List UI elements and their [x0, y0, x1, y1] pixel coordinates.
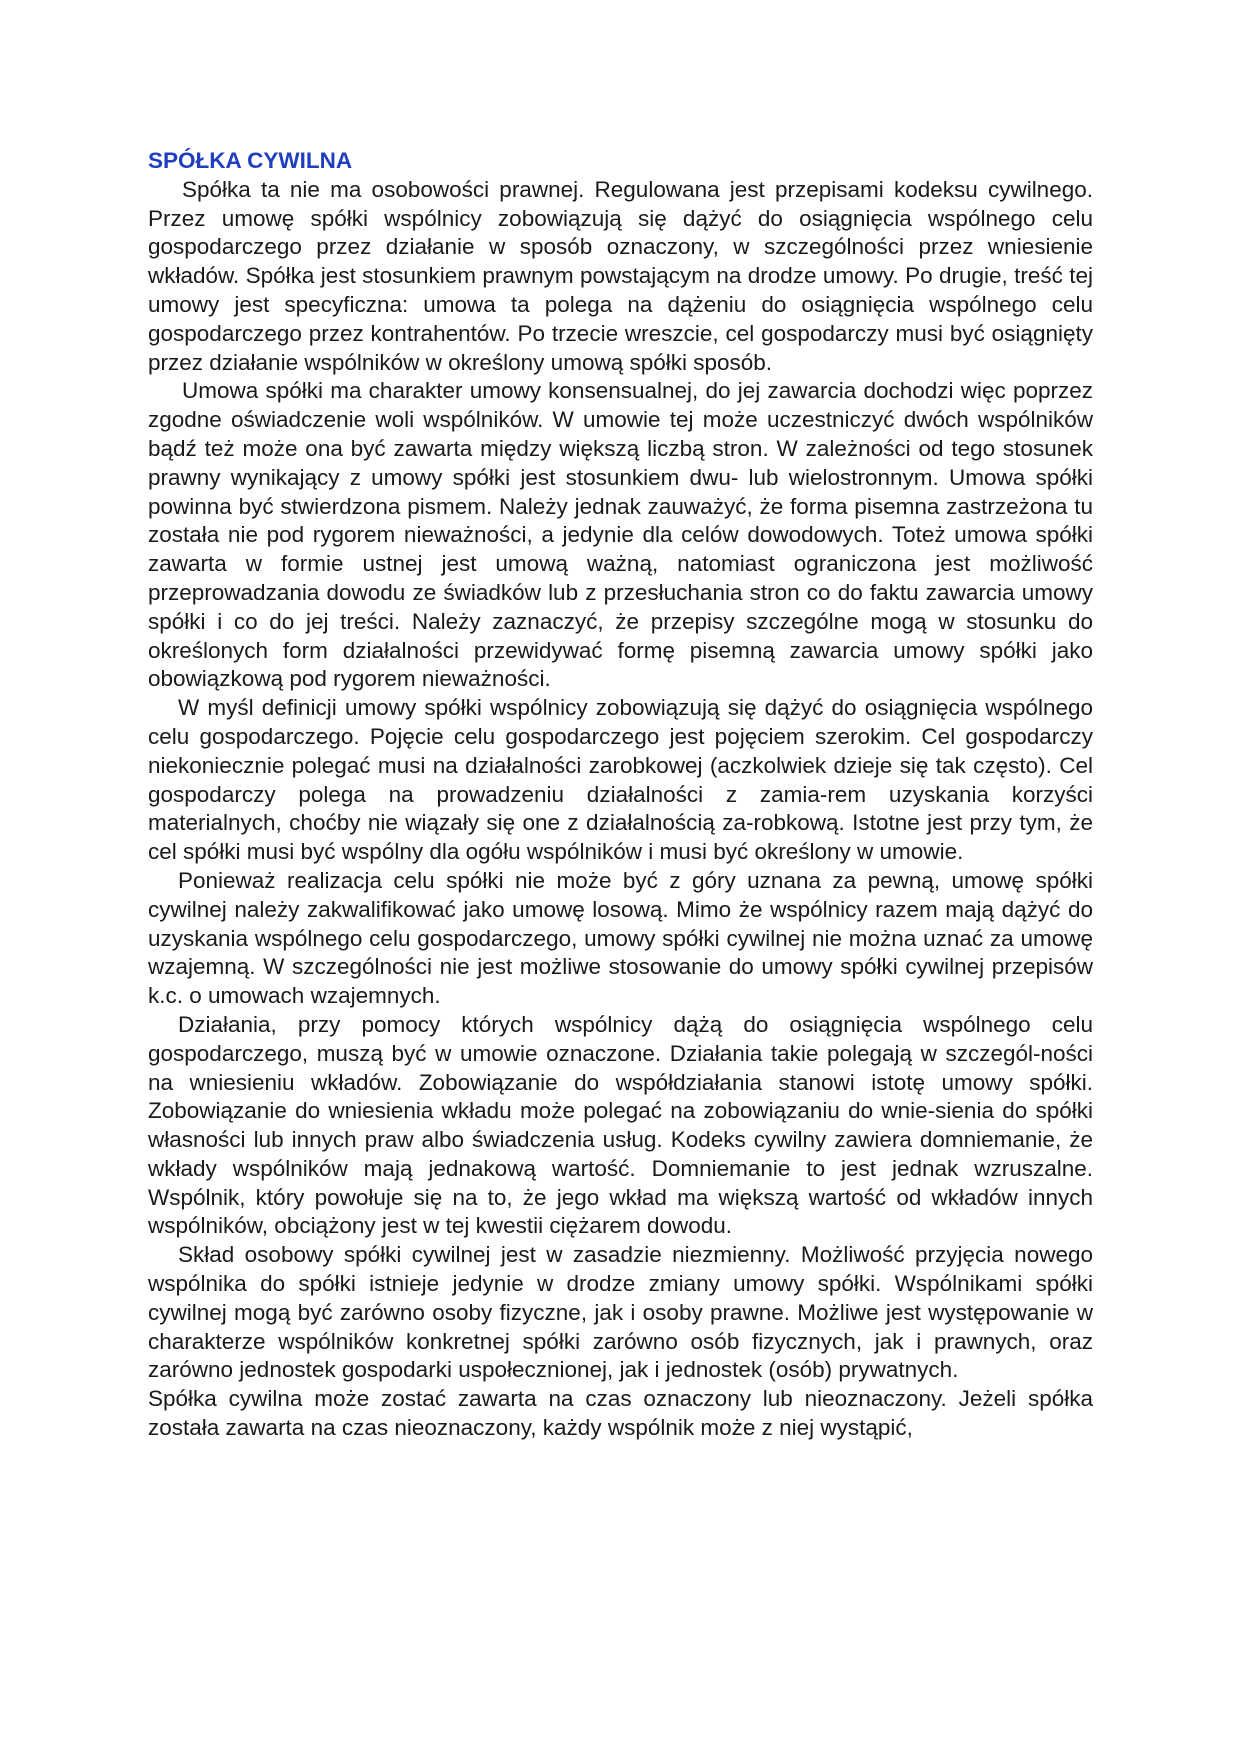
paragraph-5: Działania, przy pomocy których wspólnicy dążą do osiągnięcia wspólnego celu gospodarczego, muszą być w umowie oznaczone. Działania takie polegają w szczegól-ności na wniesieniu wkładów. Zobowiązanie do współdziałania stanowi istotę umowy spółki. Zobowiązanie do wniesienia wkładu może polegać na zobowiązaniu do wnie-sienia do spółki własności lub innych praw albo świadczenia usług. Kodeks cywilny zawiera domniemanie, że wkłady wspólników mają jednakową wartość. Domniemanie to jest jednak wzruszalne. Wspólnik, który powołuje się na to, że jego wkład ma większą wartość od wkładów innych wspólników, obciążony jest w tej kwestii ciężarem dowodu. — [148, 1011, 1093, 1239]
paragraph-7: Spółka cywilna może zostać zawarta na czas oznaczony lub nieoznaczony. Jeżeli spółka została zawarta na czas nieoznaczony, każdy wspólnik może z niej wystąpić, — [148, 1386, 1093, 1441]
document-title: SPÓŁKA CYWILNA — [148, 148, 353, 173]
document-page — [148, 147, 1093, 1443]
paragraph-2: Umowa spółki ma charakter umowy konsensualnej, do jej zawarcia dochodzi więc poprzez zgodne oświadczenie woli wspólników. W umowie tej może uczestniczyć dwóch wspólników bądź też może ona być zawarta między większą liczbą stron. W zależności od tego stosunek prawny wynikający z umowy spółki jest stosunkiem dwu- lub wielostronnym. Umowa spółki powinna być stwierdzona pismem. Należy jednak zauważyć, że forma pisemna zastrzeżona tu została nie pod rygorem nieważności, a jedynie dla celów dowodowych. Toteż umowa spółki zawarta w formie ustnej jest umową ważną, natomiast ograniczona jest możliwość przeprowadzania dowodu ze świadków lub z przesłuchania stron co do faktu zawarcia umowy spółki i co do jej treści. Należy zaznaczyć, że przepisy szczególne mogą w stosunku do określonych form działalności przewidywać formę pisemną zawarcia umowy spółki jako obowiązkową pod rygorem nieważności. — [148, 378, 1093, 692]
paragraph-4: Ponieważ realizacja celu spółki nie może być z góry uznana za pewną, umowę spółki cywilnej należy zakwalifikować jako umowę losową. Mimo że wspólnicy razem mają dążyć do uzyskania wspólnego celu gospodarczego, umowy spółki cywilnej nie można uznać za umowę wzajemną. W szczególności nie jest możliwe stosowanie do umowy spółki cywilnej przepisów k.c. o umowach wzajemnych. — [148, 867, 1093, 1009]
paragraph-3: W myśl definicji umowy spółki wspólnicy zobowiązują się dążyć do osiągnięcia wspólnego celu gospodarczego. Pojęcie celu gospodarczego jest pojęciem szerokim. Cel gospodarczy niekoniecznie polegać musi na działalności zarobkowej (aczkolwiek dzieje się tak często). Cel gospodarczy polega na prowadzeniu działalności z zamia-rem uzyskania korzyści materialnych, choćby nie wiązały się one z działalnością za-robkową. Istotne jest przy tym, że cel spółki musi być wspólny dla ogółu wspólników i musi być określony w umowie. — [148, 695, 1093, 865]
paragraph-1: Spółka ta nie ma osobowości prawnej. Regulowana jest przepisami kodeksu cywilnego. Przez umowę spółki wspólnicy zobowiązują się dążyć do osiągnięcia wspólnego celu gospodarczego przez działanie w sposób oznaczony, w szczególności przez wniesienie wkładów. Spółka jest stosunkiem prawnym powstającym na drodze umowy. Po drugie, treść tej umowy jest specyficzna: umowa ta polega na dążeniu do osiągnięcia wspólnego celu gospodarczego przez kontrahentów. Po trzecie wreszcie, cel gospodarczy musi być osiągnięty przez działanie wspólników w określony umową spółki sposób. — [148, 176, 1093, 375]
paragraph-6: Skład osobowy spółki cywilnej jest w zasadzie niezmienny. Możliwość przyjęcia nowego wspólnika do spółki istnieje jedynie w drodze zmiany umowy spółki. Wspólnikami spółki cywilnej mogą być zarówno osoby fizyczne, jak i osoby prawne. Możliwe jest występowanie w charakterze wspólników konkretnej spółki zarówno osób fizycznych, jak i prawnych, oraz zarówno jednostek gospodarki uspołecznionej, jak i jednostek (osób) prywatnych. — [148, 1242, 1093, 1383]
